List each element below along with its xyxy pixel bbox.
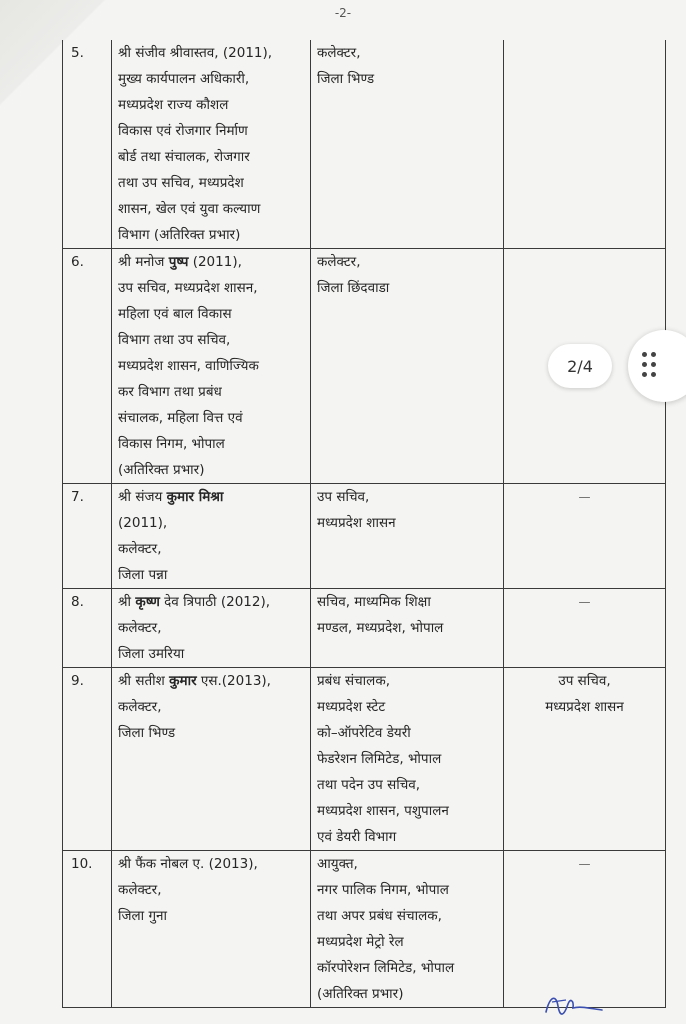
additional-charge-cell [504,589,666,668]
table-row [63,589,666,668]
posting-line: फेडरेशन लिमिटेड, भोपाल [317,751,442,767]
officer-name-line [118,457,304,483]
text-segment: जिला भिण्ड [118,725,176,741]
text-segment: (2011), [188,254,242,270]
officer-name-line [118,589,304,615]
officer-name-line [118,249,304,275]
text-segment: श्री संजय [118,489,167,505]
table-row [63,851,666,1008]
dash-mark: — [578,857,591,871]
officer-name-line [118,510,304,536]
serial-number: 7. [63,484,112,589]
text-segment: देव त्रिपाठी (2012), [159,594,271,610]
text-segment: कलेक्टर, [118,882,162,898]
officer-name-line [118,222,304,248]
officer-name-line [118,431,304,457]
text-segment: श्री संजीव श्रीवास्तव, (2011), [118,45,273,61]
posting-line: तथा पदेन उप सचिव, [317,777,421,793]
posting-line: आयुक्त, [317,856,358,872]
officer-name-cell [112,851,311,1008]
text-segment: कुमार मिश्रा [166,489,224,505]
posting-line: जिला छिंदवाडा [317,280,390,296]
officer-name-line [118,615,304,641]
posting-line: सचिव, माध्यमिक शिक्षा [317,594,431,610]
officer-name-line [118,694,304,720]
posting-line: तथा अपर प्रबंध संचालक, [317,908,442,924]
officer-name-line [118,877,304,903]
text-segment: कुमार [169,673,197,689]
text-segment: (अतिरिक्त प्रभार) [118,462,205,478]
text-segment: जिला उमरिया [118,646,185,662]
additional-charge-line: मध्यप्रदेश शासन [545,699,624,715]
officer-name-line [118,903,304,929]
officer-name-line [118,379,304,405]
text-segment: कृष्ण [135,594,160,610]
text-segment: महिला एवं बाल विकास [118,306,232,322]
text-segment: श्री मनोज [118,254,169,270]
officer-name-cell [112,668,311,851]
officer-name-cell [112,249,311,484]
posting-line: मध्यप्रदेश शासन, पशुपालन [317,803,449,819]
posting-line: को–ऑपरेटिव डेयरी [317,725,411,741]
posting-line: प्रबंध संचालक, [317,673,390,689]
text-segment: मध्यप्रदेश राज्य कौशल [118,97,229,113]
officer-name-line [118,562,304,588]
officer-name-cell [112,484,311,589]
officer-name-line [118,353,304,379]
dots-grid-icon [642,352,658,378]
serial-number: 8. [63,589,112,668]
officer-transfer-table [62,40,666,1008]
text-segment: मुख्य कार्यपालन अधिकारी, [118,71,250,87]
officer-name-line [118,851,304,877]
additional-charge-line: उप सचिव, [558,673,611,689]
officer-name-line [118,668,304,694]
posting-line: मध्यप्रदेश मेट्रो रेल [317,934,404,950]
text-segment: विभाग (अतिरिक्त प्रभार) [118,227,241,243]
text-segment: एस.(2013), [196,673,271,689]
page-indicator: 2/4 [548,344,612,388]
posting-line: कलेक्टर, [317,45,361,61]
additional-charge-cell [504,851,666,1008]
text-segment: श्री फैंक नोबल ए. (2013), [118,856,258,872]
posting-line: (अतिरिक्त प्रभार) [317,986,404,1002]
text-segment: मध्यप्रदेश शासन, वाणिज्यिक [118,358,259,374]
posting-line: जिला भिण्ड [317,71,375,87]
text-segment: उप सचिव, मध्यप्रदेश शासन, [118,280,258,296]
text-segment: (2011), [118,515,168,531]
officer-name-line [118,301,304,327]
text-segment: कलेक्टर, [118,541,162,557]
text-segment: विभाग तथा उप सचिव, [118,332,231,348]
officer-name-line [118,170,304,196]
posting-line: मध्यप्रदेश शासन [317,515,396,531]
text-segment: शासन, खेल एवं युवा कल्याण [118,201,261,217]
posting-line: नगर पालिक निगम, भोपाल [317,882,449,898]
additional-charge-cell [504,40,666,249]
dash-mark: — [578,490,591,504]
table-row [63,484,666,589]
serial-number: 5. [63,40,112,249]
officer-name-line [118,40,304,66]
dash-mark: — [578,595,591,609]
page-number: -2- [334,6,352,20]
posting-line: एवं डेयरी विभाग [317,829,397,845]
officer-name-line [118,641,304,667]
text-segment: बोर्ड तथा संचालक, रोजगार [118,149,250,165]
officer-name-line [118,484,304,510]
officer-name-line [118,275,304,301]
posting-cell [311,851,504,1008]
officer-name-line [118,92,304,118]
serial-number: 9. [63,668,112,851]
posting-cell [311,668,504,851]
text-segment: पुष्प [168,254,189,270]
posting-line: उप सचिव, [317,489,370,505]
posting-cell [311,249,504,484]
officer-name-line [118,327,304,353]
text-segment: श्री [118,594,136,610]
text-segment: श्री सतीश [118,673,170,689]
additional-charge-cell [504,484,666,589]
officer-name-line [118,196,304,222]
officer-name-cell [112,589,311,668]
posting-line: कलेक्टर, [317,254,361,270]
officer-name-line [118,66,304,92]
officer-name-line [118,405,304,431]
text-segment: विकास निगम, भोपाल [118,436,225,452]
text-segment: संचालक, महिला वित्त एवं [118,410,243,426]
officer-name-line [118,720,304,746]
officer-name-line [118,536,304,562]
serial-number: 6. [63,249,112,484]
signature [540,990,610,1020]
posting-cell [311,589,504,668]
text-segment: कलेक्टर, [118,620,162,636]
additional-charge-cell [504,668,666,851]
officer-name-line [118,118,304,144]
posting-line: कॉरपोरेशन लिमिटेड, भोपाल [317,960,455,976]
text-segment: तथा उप सचिव, मध्यप्रदेश [118,175,244,191]
table-row [63,40,666,249]
text-segment: कर विभाग तथा प्रबंध [118,384,222,400]
table-row [63,668,666,851]
posting-cell [311,484,504,589]
posting-line: मण्डल, मध्यप्रदेश, भोपाल [317,620,444,636]
officer-name-line [118,144,304,170]
text-segment: विकास एवं रोजगार निर्माण [118,123,248,139]
serial-number: 10. [63,851,112,1008]
posting-cell [311,40,504,249]
posting-line: मध्यप्रदेश स्टेट [317,699,386,715]
officer-name-cell [112,40,311,249]
text-segment: जिला गुना [118,908,168,924]
text-segment: कलेक्टर, [118,699,162,715]
text-segment: जिला पन्ना [118,567,168,583]
